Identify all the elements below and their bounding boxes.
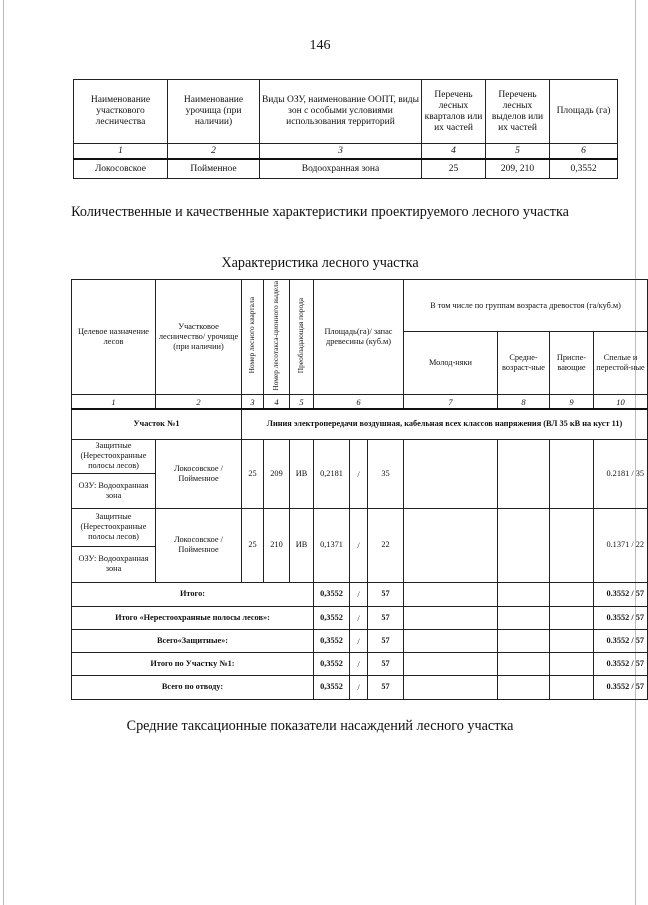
cell-area: 0,3552: [550, 159, 618, 179]
header-young: Молод-няки: [404, 332, 498, 395]
cell-purpose: Защитные (Нерестоохранные полосы лесов): [72, 508, 156, 546]
location-table: [73, 79, 618, 179]
cell-area: 0,1371: [314, 508, 350, 582]
cell-quarter: 25: [422, 159, 486, 179]
total-middle-aged: [498, 606, 550, 629]
header-species: Преобладающая порода: [290, 280, 314, 395]
cell-maturing: [550, 439, 594, 508]
total-area: 0,3552: [314, 582, 350, 606]
total-separator: /: [350, 629, 368, 652]
cell-mature: 0.2181 / 35: [594, 439, 648, 508]
header-purpose: Целевое назначение лесов: [72, 280, 156, 395]
section-description: Линия электропередачи воздушная, кабельная всех классов напряжения (ВЛ 35 кВ на куст 11): [242, 409, 648, 439]
total-middle-aged: [498, 629, 550, 652]
scan-edge-left: [3, 0, 4, 905]
total-label: Итого:: [72, 582, 314, 606]
cell-zone: Водоохранная зона: [260, 159, 422, 179]
cell-allotment: 209: [264, 439, 290, 508]
header-zone-types: Виды ОЗУ, наименование ООПТ, виды зон с особыми условиями использования территорий: [260, 80, 422, 144]
column-index: 5: [486, 144, 550, 160]
total-area: 0,3552: [314, 675, 350, 699]
total-mature: 0.3552 / 57: [594, 582, 648, 606]
total-area: 0,3552: [314, 606, 350, 629]
section-label: Участок №1: [72, 409, 242, 439]
total-separator: /: [350, 606, 368, 629]
heading-characteristics: Характеристика лесного участка: [221, 255, 419, 271]
column-index: 6: [550, 144, 618, 160]
cell-quarter: 25: [242, 508, 264, 582]
total-maturing: [550, 629, 594, 652]
total-maturing: [550, 675, 594, 699]
header-middle-aged: Средне-возраст-ные: [498, 332, 550, 395]
cell-stock: 22: [368, 508, 404, 582]
cell-allotment: 210: [264, 508, 290, 582]
table-row: [72, 439, 648, 473]
total-young: [404, 675, 498, 699]
header-tract: Наименование урочища (при наличии): [168, 80, 260, 144]
location-table-index-row: [74, 144, 618, 160]
total-row: [72, 606, 648, 629]
total-maturing: [550, 606, 594, 629]
page-number: 146: [309, 38, 331, 53]
cell-middle-aged: [498, 508, 550, 582]
total-row: [72, 629, 648, 652]
column-index: 3: [260, 144, 422, 160]
total-middle-aged: [498, 582, 550, 606]
total-middle-aged: [498, 675, 550, 699]
column-index: 2: [156, 395, 242, 410]
total-stock: 57: [368, 606, 404, 629]
cell-separator: /: [350, 508, 368, 582]
total-label: Итого «Нерестоохранные полосы лесов»:: [72, 606, 314, 629]
cell-young: [404, 439, 498, 508]
total-label: Всего по отводу:: [72, 675, 314, 699]
column-index: 1: [72, 395, 156, 410]
characteristics-index-row: [72, 395, 648, 410]
header-allotment: Номер лесотакса-ционного выдела: [264, 280, 290, 395]
column-index: 4: [264, 395, 290, 410]
total-row: [72, 675, 648, 699]
total-separator: /: [350, 652, 368, 675]
cell-district: Локосовское / Пойменное: [156, 439, 242, 508]
total-maturing: [550, 652, 594, 675]
total-middle-aged: [498, 652, 550, 675]
cell-district: Локосовское / Пойменное: [156, 508, 242, 582]
total-row: [72, 652, 648, 675]
cell-area: 0,2181: [314, 439, 350, 508]
table-row: [74, 159, 618, 179]
header-mature: Спелые и перестой-ные: [594, 332, 648, 395]
column-index: 7: [404, 395, 498, 410]
total-stock: 57: [368, 675, 404, 699]
total-area: 0,3552: [314, 629, 350, 652]
total-separator: /: [350, 582, 368, 606]
characteristics-table: [71, 279, 648, 700]
cell-middle-aged: [498, 439, 550, 508]
heading-quantitative: Количественные и качественные характеристики проектируемого лесного участка: [71, 204, 569, 220]
column-index: 2: [168, 144, 260, 160]
header-allotments: Перечень лесных выделов или их частей: [486, 80, 550, 144]
cell-ozu: ОЗУ: Водоохранная зона: [72, 546, 156, 582]
column-index: 8: [498, 395, 550, 410]
total-young: [404, 629, 498, 652]
total-young: [404, 652, 498, 675]
characteristics-header-row-1: [72, 280, 648, 332]
total-stock: 57: [368, 582, 404, 606]
total-mature: 0.3552 / 57: [594, 652, 648, 675]
column-index: 4: [422, 144, 486, 160]
header-district: Наименование участкового лесничества: [74, 80, 168, 144]
cell-separator: /: [350, 439, 368, 508]
total-young: [404, 582, 498, 606]
table-row: [72, 508, 648, 546]
total-row: [72, 582, 648, 606]
total-mature: 0.3552 / 57: [594, 675, 648, 699]
total-separator: /: [350, 675, 368, 699]
header-maturing: Приспе-вающие: [550, 332, 594, 395]
total-stock: 57: [368, 652, 404, 675]
total-label: Итого по Участку №1:: [72, 652, 314, 675]
heading-averages: Средние таксационные показатели насаждений лесного участка: [126, 718, 514, 734]
column-index: 10: [594, 395, 648, 410]
cell-district: Локосовское: [74, 159, 168, 179]
cell-species: ИВ: [290, 508, 314, 582]
total-stock: 57: [368, 629, 404, 652]
column-index: 1: [74, 144, 168, 160]
cell-allotment: 209, 210: [486, 159, 550, 179]
cell-purpose: Защитные (Нерестоохранные полосы лесов): [72, 439, 156, 473]
total-label: Всего«Защитные»:: [72, 629, 314, 652]
cell-ozu: ОЗУ: Водоохранная зона: [72, 473, 156, 508]
total-mature: 0.3552 / 57: [594, 606, 648, 629]
cell-maturing: [550, 508, 594, 582]
cell-stock: 35: [368, 439, 404, 508]
cell-species: ИВ: [290, 439, 314, 508]
total-young: [404, 606, 498, 629]
cell-quarter: 25: [242, 439, 264, 508]
column-index: 5: [290, 395, 314, 410]
section-row: [72, 409, 648, 439]
location-table-header: [74, 80, 618, 144]
cell-tract: Пойменное: [168, 159, 260, 179]
header-quarters: Перечень лесных кварталов или их частей: [422, 80, 486, 144]
column-index: 6: [314, 395, 404, 410]
total-mature: 0.3552 / 57: [594, 629, 648, 652]
header-area: Площадь (га): [550, 80, 618, 144]
total-maturing: [550, 582, 594, 606]
column-index: 3: [242, 395, 264, 410]
header-quarter: Номер лесного квартала: [242, 280, 264, 395]
cell-mature: 0.1371 / 22: [594, 508, 648, 582]
header-age-groups: В том числе по группам возраста древостоя (га/куб.м): [404, 280, 648, 332]
total-area: 0,3552: [314, 652, 350, 675]
header-area: Площадь(га)/ запас древесины (куб.м): [314, 280, 404, 395]
cell-young: [404, 508, 498, 582]
column-index: 9: [550, 395, 594, 410]
header-district: Участковое лесничество/ урочище (при наличии): [156, 280, 242, 395]
